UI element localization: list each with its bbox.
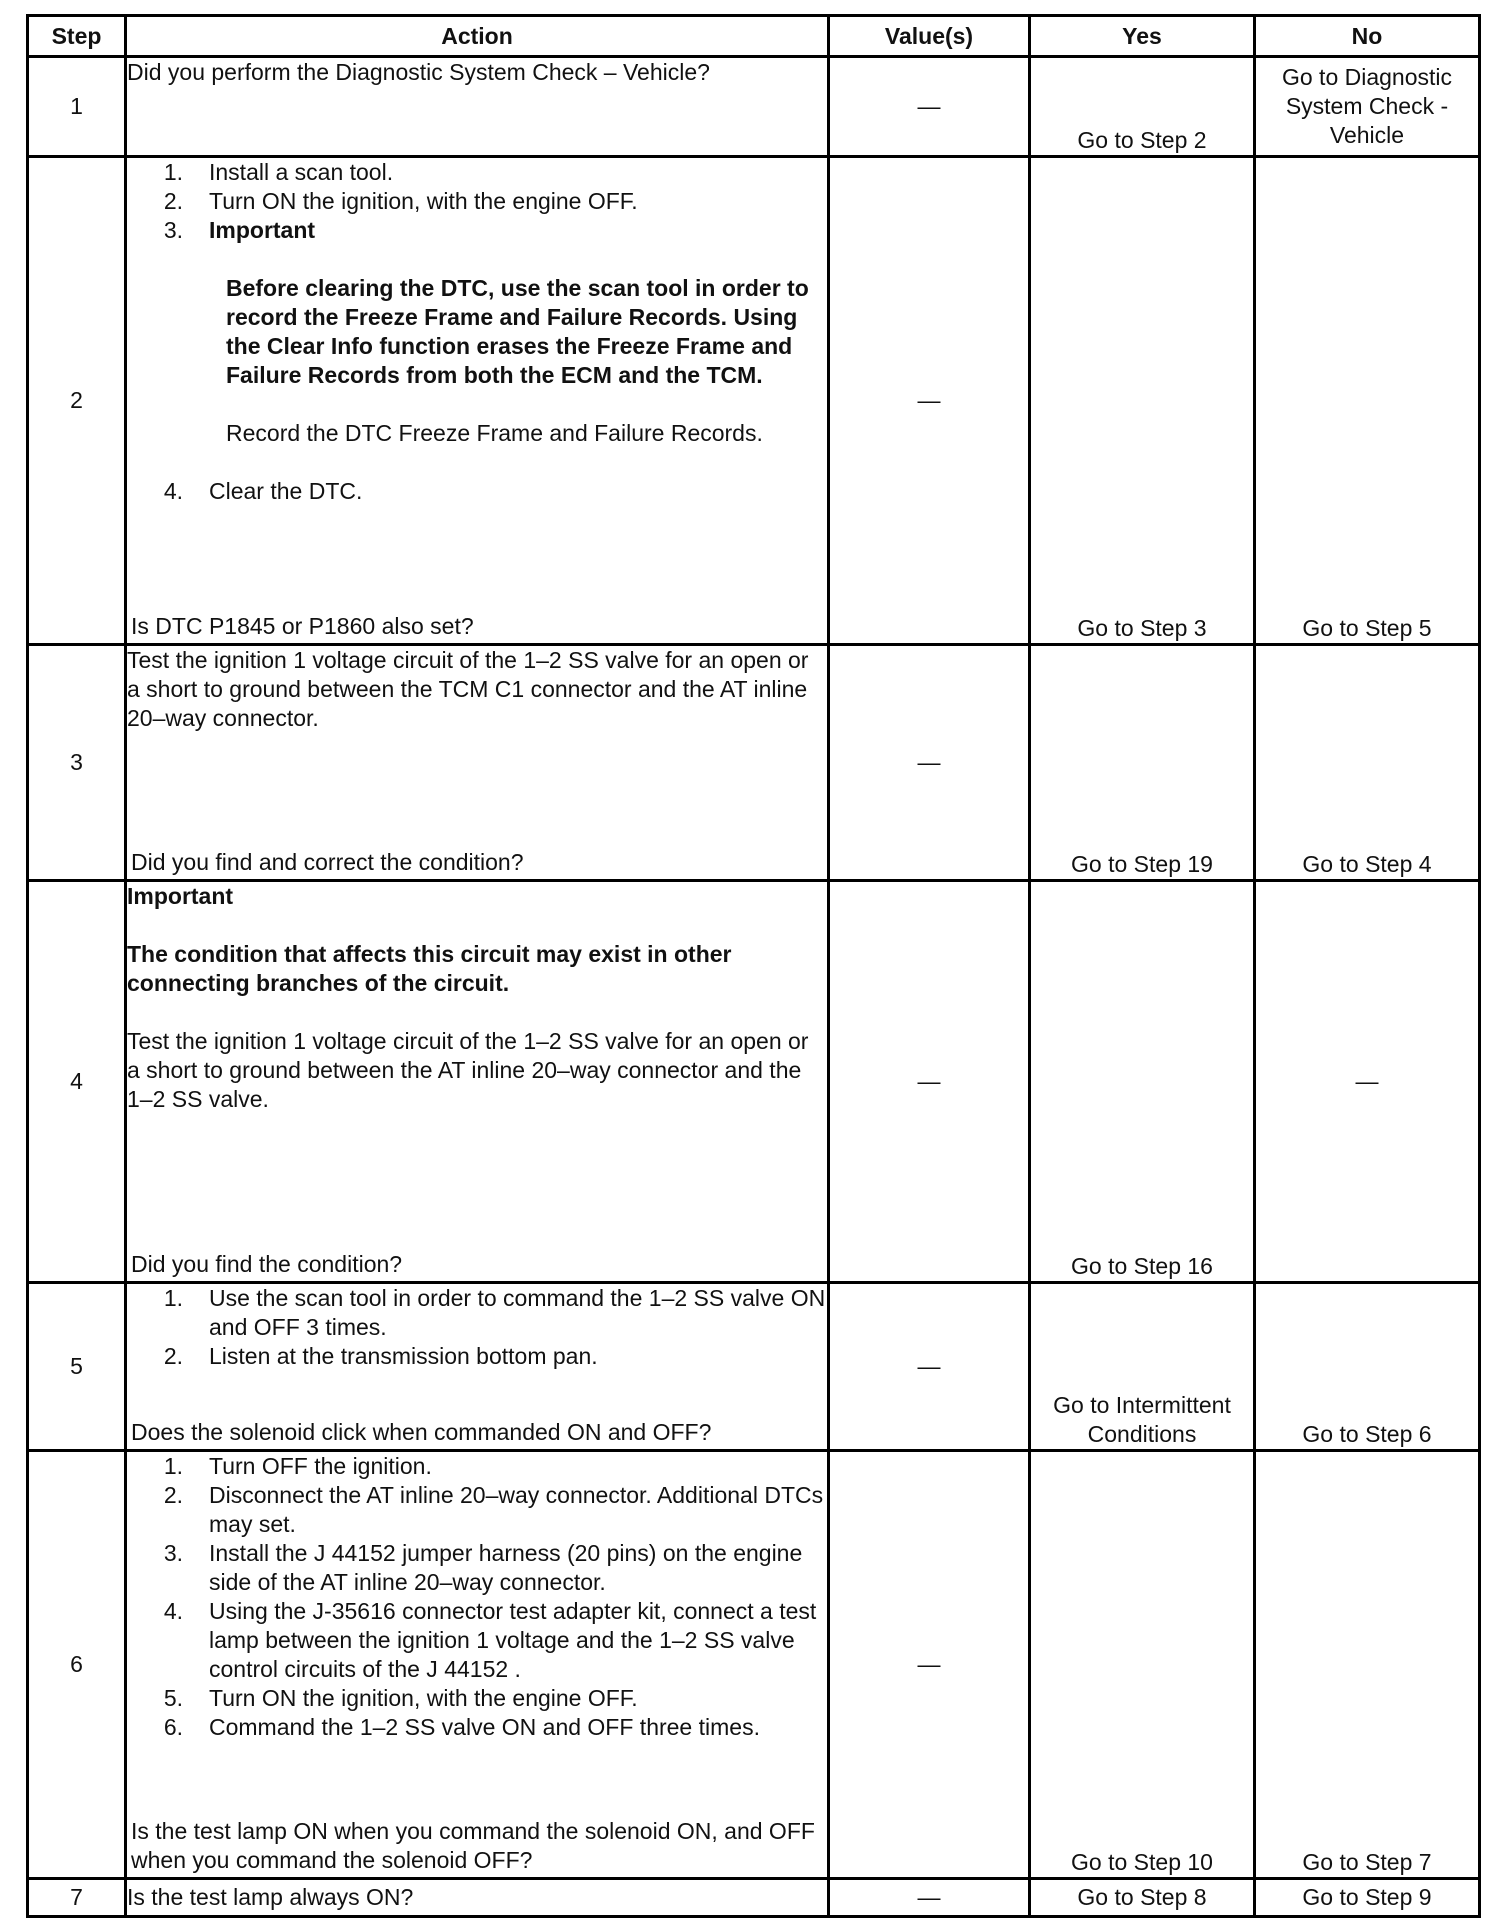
list-item: 1. Turn OFF the ignition. [163, 1453, 432, 1479]
step-number: 5 [28, 1283, 126, 1451]
yes-link[interactable]: Go to Step 8 [1030, 1879, 1255, 1917]
no-link[interactable]: Go to Diagnostic System Check - Vehicle [1255, 57, 1480, 157]
important-note: The condition that affects this circuit may exist in other connecting branches of the circuit. [127, 941, 732, 996]
value-cell: — [829, 1451, 1030, 1879]
value-cell: — [829, 1879, 1030, 1917]
header-action: Action [126, 16, 829, 57]
action-question: Did you find and correct the condition? [131, 849, 524, 875]
list-item: 1. Install a scan tool. [163, 159, 394, 185]
list-item: 2. Turn ON the ignition, with the engine OFF. [163, 188, 638, 214]
value-cell: — [829, 157, 1030, 645]
no-link[interactable]: Go to Step 5 [1255, 157, 1480, 645]
no-link[interactable]: Go to Step 4 [1255, 645, 1480, 881]
yes-link[interactable]: Go to Step 2 [1030, 57, 1255, 157]
yes-link[interactable]: Go to Step 19 [1030, 645, 1255, 881]
header-step: Step [28, 16, 126, 57]
value-cell: — [829, 881, 1030, 1283]
step-number: 7 [28, 1879, 126, 1917]
yes-link[interactable]: Go to Intermittent Conditions [1030, 1283, 1255, 1451]
action-cell [126, 57, 829, 157]
header-values: Value(s) [829, 16, 1030, 57]
list-item: 4. Clear the DTC. [163, 478, 363, 504]
no-link[interactable]: Go to Step 6 [1255, 1283, 1480, 1451]
no-link[interactable]: Go to Step 7 [1255, 1451, 1480, 1879]
important-note: Before clearing the DTC, use the scan tool in order to record the Freeze Frame and Failure Records. Using the Clear Info function erases the Freeze Frame and Failure Records from both the ECM and the TCM. [226, 275, 809, 388]
table-row [28, 157, 1480, 645]
list-item: 3. Important [163, 217, 316, 243]
list-item: 1. Use the scan tool in order to command the 1–2 SS valve ON and OFF 3 times. [163, 1285, 826, 1340]
list-item: 4. Using the J-35616 connector test adapter kit, connect a test lamp between the ignition 1 voltage and the 1–2 SS valve control circuits of the J 44152 . [163, 1598, 817, 1682]
header-yes: Yes [1030, 16, 1255, 57]
action-cell [126, 157, 829, 645]
header-no: No [1255, 16, 1480, 57]
step-number: 2 [28, 157, 126, 645]
action-question: Is the test lamp ON when you command the solenoid ON, and OFF when you command the solenoid OFF? [131, 1818, 815, 1873]
list-item: 2. Listen at the transmission bottom pan. [163, 1343, 598, 1369]
diagnostic-table [26, 14, 1481, 1918]
action-cell [126, 1879, 829, 1917]
action-question: Did you perform the Diagnostic System Check – Vehicle? [127, 59, 710, 85]
step-number: 4 [28, 881, 126, 1283]
action-question: Is the test lamp always ON? [127, 1884, 414, 1910]
table-row [28, 57, 1480, 157]
step-number: 6 [28, 1451, 126, 1879]
action-question: Did you find the condition? [131, 1251, 403, 1277]
action-question: Does the solenoid click when commanded ON and OFF? [131, 1419, 712, 1445]
action-cell [126, 1283, 829, 1451]
action-cell [126, 1451, 829, 1879]
action-question: Is DTC P1845 or P1860 also set? [131, 613, 474, 639]
table-row [28, 1283, 1480, 1451]
list-item: 2. Disconnect the AT inline 20–way connector. Additional DTCs may set. [163, 1482, 824, 1537]
list-item: 6. Command the 1–2 SS valve ON and OFF three times. [163, 1714, 760, 1740]
action-text: Test the ignition 1 voltage circuit of the 1–2 SS valve for an open or a short to ground between the AT inline 20–way connector and the 1–2 SS valve. [127, 1028, 809, 1112]
table-row [28, 1451, 1480, 1879]
no-link[interactable]: Go to Step 9 [1255, 1879, 1480, 1917]
table-row [28, 1879, 1480, 1917]
action-cell [126, 645, 829, 881]
table-row [28, 881, 1480, 1283]
list-item: 3. Install the J 44152 jumper harness (20 pins) on the engine side of the AT inline 20–way connector. [163, 1540, 803, 1595]
value-cell: — [829, 1283, 1030, 1451]
value-cell: — [829, 645, 1030, 881]
yes-link[interactable]: Go to Step 16 [1030, 881, 1255, 1283]
header-row [28, 16, 1480, 57]
no-value: — [1255, 881, 1480, 1283]
action-cell [126, 881, 829, 1283]
step-number: 1 [28, 57, 126, 157]
list-item: 5. Turn ON the ignition, with the engine OFF. [163, 1685, 638, 1711]
value-cell: — [829, 57, 1030, 157]
yes-link[interactable]: Go to Step 3 [1030, 157, 1255, 645]
important-label: Important [127, 883, 234, 909]
action-text: Test the ignition 1 voltage circuit of the 1–2 SS valve for an open or a short to ground between the TCM C1 connector and the AT inline 20–way connector. [127, 647, 809, 731]
record-instruction: Record the DTC Freeze Frame and Failure Records. [226, 420, 763, 446]
yes-link[interactable]: Go to Step 10 [1030, 1451, 1255, 1879]
step-number: 3 [28, 645, 126, 881]
table-row [28, 645, 1480, 881]
